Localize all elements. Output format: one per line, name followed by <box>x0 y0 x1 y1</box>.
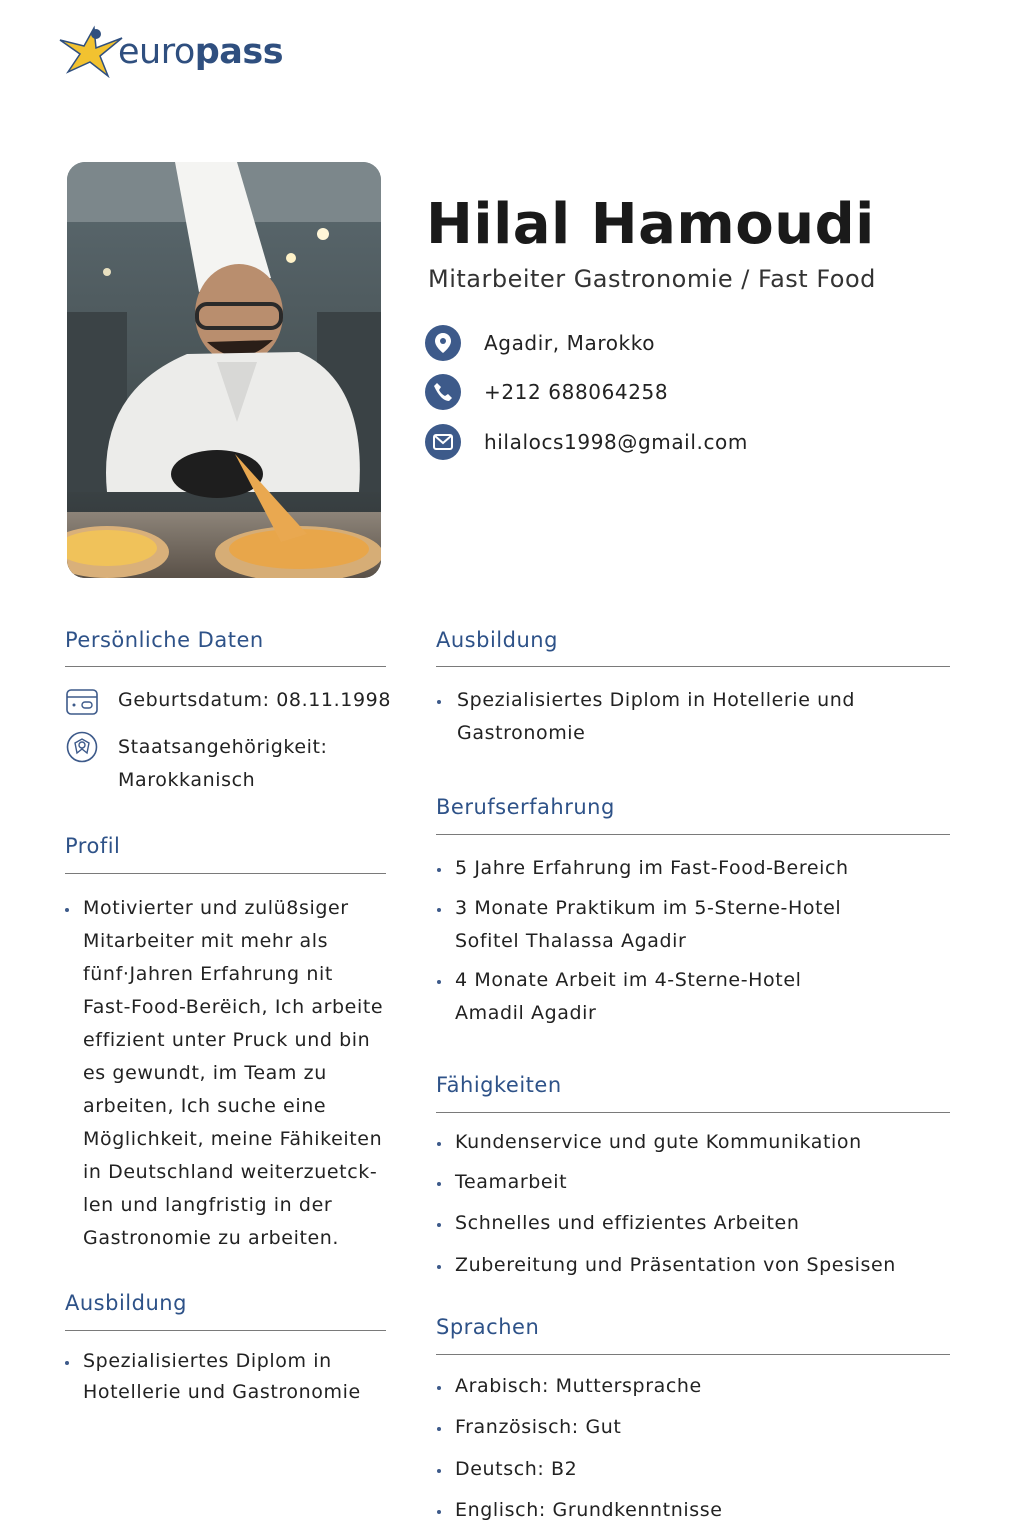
skill-item: Zubereitung und Präsentation von Spesisen <box>455 1254 896 1276</box>
languages-bullet <box>437 1386 441 1390</box>
languages-bullet <box>437 1510 441 1514</box>
profile-line: in Deutschland weiterzuetck- <box>83 1161 378 1183</box>
birthdate-text: Geburtsdatum: 08.11.1998 <box>118 689 392 711</box>
profile-line: fünf·Jahren Erfahrung nit <box>83 963 333 985</box>
europass-logo <box>58 22 283 78</box>
job-title: Mitarbeiter Gastronomie / Fast Food <box>428 265 876 293</box>
logo-text <box>118 32 283 72</box>
language-item: Arabisch: Muttersprache <box>455 1375 702 1397</box>
experience-item <box>455 892 841 958</box>
email-text[interactable]: hilalocs1998@gmail.com <box>484 430 748 454</box>
education-left-line: Hotellerie und Gastronomie <box>83 1381 361 1403</box>
profile-line: Möglichkeit, meine Fähikeiten <box>83 1128 383 1150</box>
experience-line: Amadil Agadir <box>455 1002 597 1024</box>
experience-rule <box>436 834 950 835</box>
languages-rule <box>436 1354 950 1355</box>
contact-phone <box>425 374 668 410</box>
location-pin-icon <box>425 325 461 361</box>
skills-title: Fähigkeiten <box>436 1073 562 1097</box>
skill-item: Kundenservice und gute Kommunikation <box>455 1131 862 1153</box>
education-left-rule <box>65 1330 386 1331</box>
education-left-title: Ausbildung <box>65 1291 187 1315</box>
profile-line: Motivierter und zulü8siger <box>83 897 349 919</box>
nationality-icon <box>66 731 98 763</box>
experience-bullet <box>437 908 441 912</box>
education-left-bullet <box>65 1361 69 1365</box>
education-left-line: Spezialisiertes Diplom in <box>83 1350 332 1372</box>
experience-title: Berufserfahrung <box>436 795 615 819</box>
logo-text-euro: euro <box>118 32 195 72</box>
calendar-icon <box>66 687 98 719</box>
profile-rule <box>65 873 386 874</box>
skills-bullet <box>437 1182 441 1186</box>
profile-photo <box>67 162 381 578</box>
contact-location <box>425 325 655 361</box>
profile-line: es gewundt, im Team zu <box>83 1062 327 1084</box>
nationality-label: Staatsangehörigkeit: <box>118 736 328 758</box>
language-item: Deutsch: B2 <box>455 1458 578 1480</box>
skills-bullet <box>437 1142 441 1146</box>
language-item: Englisch: Grundkenntnisse <box>455 1499 723 1521</box>
languages-bullet <box>437 1427 441 1431</box>
contact-email <box>425 424 748 460</box>
education-right-rule <box>436 666 950 667</box>
profile-line: arbeiten, Ich suche eine <box>83 1095 327 1117</box>
profile-line: Mitarbeiter mit mehr als <box>83 930 329 952</box>
location-text: Agadir, Marokko <box>484 331 656 355</box>
skill-item: Teamarbeit <box>455 1171 568 1193</box>
education-left-text <box>83 1346 361 1408</box>
experience-item <box>455 852 849 885</box>
experience-bullet <box>437 980 441 984</box>
nationality-value: Marokkanisch <box>118 769 256 791</box>
experience-bullet <box>437 868 441 872</box>
skills-rule <box>436 1112 950 1113</box>
logo-text-pass: pass <box>194 32 284 72</box>
profile-line: Fast-Food-Berëich, Ich arbeite <box>83 996 384 1018</box>
education-right-bullet <box>437 700 441 704</box>
mail-icon <box>425 424 461 460</box>
profile-title: Profil <box>65 834 121 858</box>
experience-line: 3 Monate Praktikum im 5-Sterne-Hotel <box>455 897 842 919</box>
europass-star-icon <box>58 22 124 78</box>
personal-data-rule <box>65 666 386 667</box>
education-right-line: Gastronomie <box>457 722 586 744</box>
skills-bullet <box>437 1265 441 1269</box>
experience-line: 4 Monate Arbeit im 4-Sterne-Hotel <box>455 969 802 991</box>
experience-item <box>455 964 802 1030</box>
candidate-name: Hilal Hamoudi <box>426 192 875 257</box>
education-right-text <box>457 684 855 750</box>
profile-text <box>83 892 383 1255</box>
profile-line: Gastronomie zu arbeiten. <box>83 1227 340 1249</box>
education-right-title: Ausbildung <box>436 628 558 652</box>
profile-line: effizient unter Pruck und bin <box>83 1029 371 1051</box>
profile-bullet <box>65 908 69 912</box>
skill-item: Schnelles und effizientes Arbeiten <box>455 1212 800 1234</box>
education-right-line: Spezialisiertes Diplom in Hotellerie und <box>457 689 856 711</box>
skills-bullet <box>437 1223 441 1227</box>
phone-icon <box>425 374 461 410</box>
experience-line: 5 Jahre Erfahrung im Fast-Food-Bereich <box>455 857 849 879</box>
languages-bullet <box>437 1469 441 1473</box>
experience-line: Sofitel Thalassa Agadir <box>455 930 687 952</box>
language-item: Französisch: Gut <box>455 1416 622 1438</box>
profile-line: len und langfristig in der <box>83 1194 333 1216</box>
phone-text[interactable]: +212 688064258 <box>484 380 669 404</box>
personal-data-title: Persönliche Daten <box>65 628 264 652</box>
languages-title: Sprachen <box>436 1315 540 1339</box>
